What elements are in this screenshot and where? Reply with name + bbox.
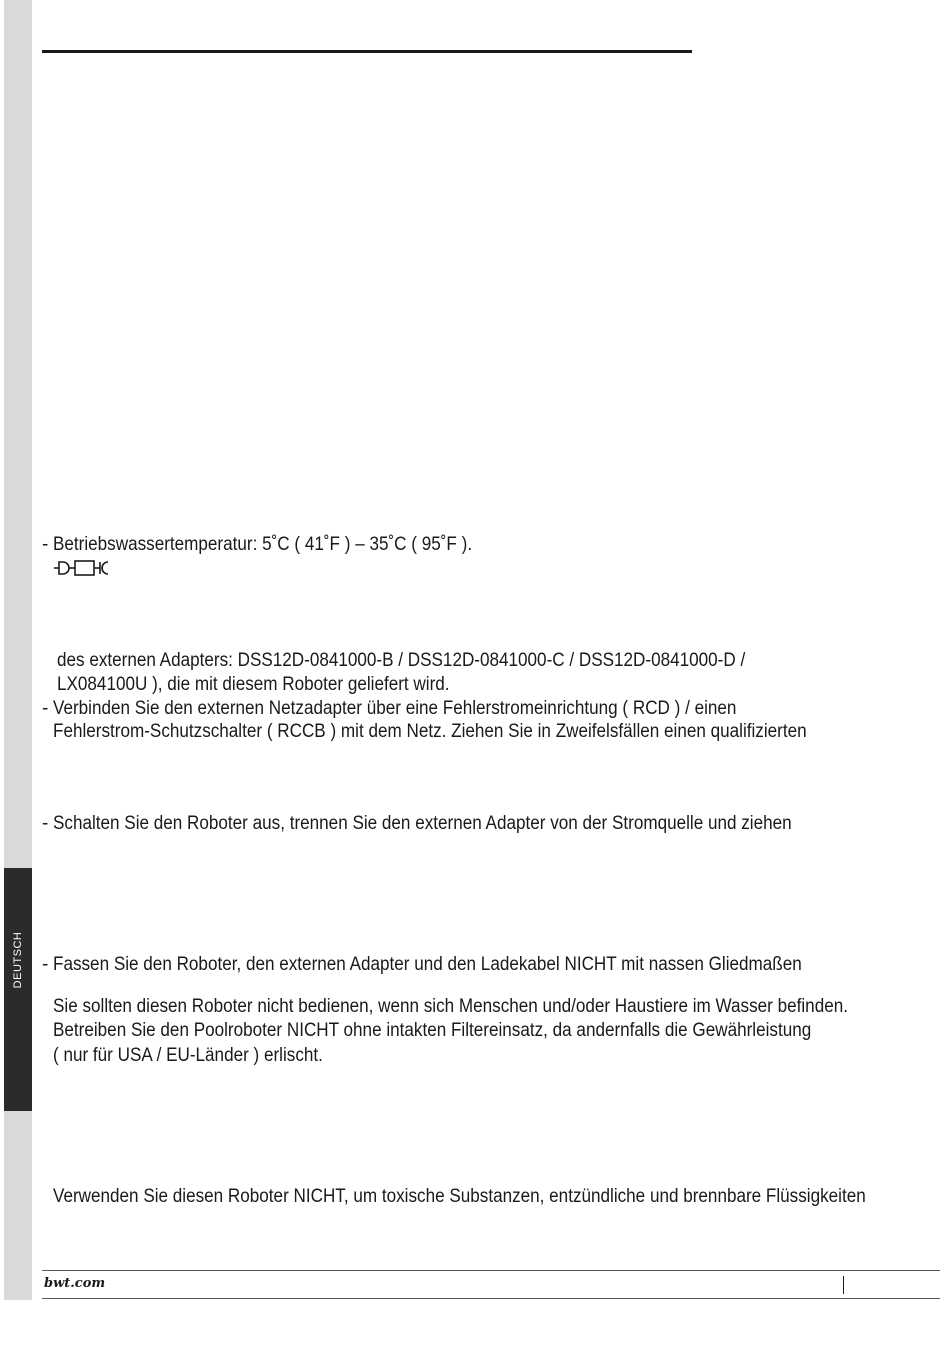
bullet-dash: - [42,813,49,834]
switch-off-text: Schalten Sie den Roboter aus, trennen Sie den externen Adapter von der Stromquelle und ziehen [53,813,792,834]
footer-bottom-rule [42,1298,940,1299]
filter-warranty-line2: ( nur für USA / EU-Länder ) erlischt. [53,1045,323,1066]
adapter-models-line2: LX084100U ), die mit diesem Roboter geliefert wird. [57,674,450,695]
adapter-models-line1: des externen Adapters: DSS12D-0841000-B / DSS12D-0841000-C / DSS12D-0841000-D / [57,650,746,671]
rcd-line2: Fehlerstrom-Schutzschalter ( RCCB ) mit dem Netz. Ziehen Sie in Zweifelsfällen einen qualifizierten [53,721,807,742]
people-pets-text: Sie sollten diesen Roboter nicht bedienen, wenn sich Menschen und/oder Haustiere im Wasser befinden. [53,996,848,1017]
toxic-substances-text: Verwenden Sie diesen Roboter NICHT, um toxische Substanzen, entzündliche und brennbare Flüssigkeiten [53,1186,866,1207]
filter-warranty-line1: Betreiben Sie den Poolroboter NICHT ohne intakten Filtereinsatz, da andernfalls die Gewährleistung [53,1020,812,1041]
top-rule [42,50,692,53]
rcd-line1: Verbinden Sie den externen Netzadapter über eine Fehlerstromeinrichtung ( RCD ) / einen [53,698,737,719]
footer-separator [843,1276,844,1294]
bullet-dash: - [42,954,49,975]
footer-top-rule [42,1270,940,1271]
footer-logo: bwt.com [44,1276,106,1291]
language-label: DEUTSCH [12,931,24,989]
wet-hands-text: Fassen Sie den Roboter, den externen Adapter und den Ladekabel NICHT mit nassen Gliedmaßen [53,954,802,975]
bullet-dash: - [42,534,49,555]
plug-adapter-icon [52,558,114,578]
language-tab [4,868,32,1111]
bullet-dash: - [42,698,49,719]
water-temperature-text: Betriebswassertemperatur: 5˚C ( 41˚F ) – 35˚C ( 95˚F ). [53,534,473,555]
